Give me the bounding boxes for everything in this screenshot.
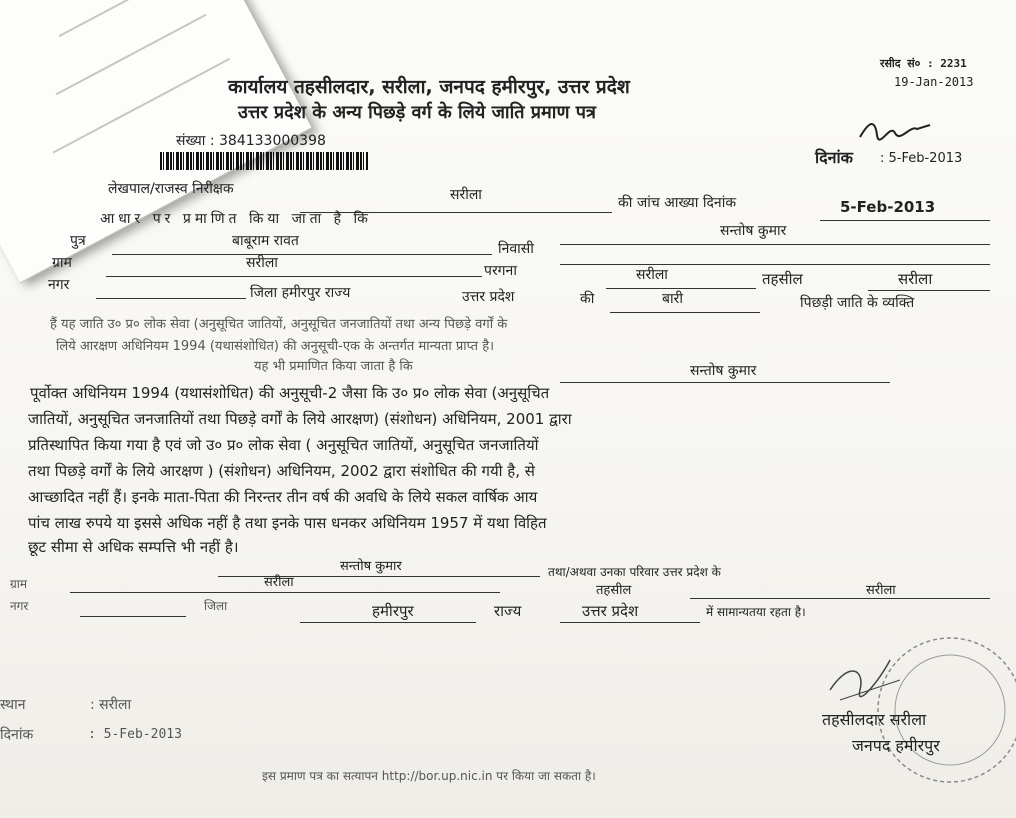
tehsil-value: सरीला bbox=[898, 270, 933, 288]
issue-date-label: दिनांक bbox=[815, 148, 853, 167]
body-line-4: तथा पिछड़े वर्गों के लिये आरक्षण ) (संशोधन) अधिनियम, 2002 द्वारा संशोधित की गयी है, से bbox=[28, 462, 535, 480]
resident-label: निवासी bbox=[498, 241, 534, 257]
inspector-place: सरीला bbox=[450, 187, 482, 203]
report-label: की जांच आख्या दिनांक bbox=[618, 195, 737, 211]
schedule-line-2: लिये आरक्षण अधिनियम 1994 (यथासंशोधित) की अनुसूची-एक के अन्तर्गत मान्यता प्राप्त है। bbox=[56, 339, 495, 354]
certificate-title: उत्तर प्रदेश के अन्य पिछड़े वर्ग के लिये जाति प्रमाण पत्र bbox=[238, 102, 596, 123]
state-value: उत्तर प्रदेश bbox=[462, 289, 515, 305]
city-label: नगर bbox=[48, 277, 70, 293]
issue-date: : 5-Feb-2013 bbox=[880, 151, 963, 166]
schedule-line-1: हैं यह जाति उ० प्र० लोक सेवा (अनुसूचित जातियों, अनुसूचित जनजातियों तथा अन्य पिछड़े वर्गों के bbox=[50, 317, 508, 332]
officer-title: तहसीलदार सरीला bbox=[822, 710, 927, 729]
caste-value: बारी bbox=[662, 291, 683, 307]
resides-text: में सामान्यतया रहता है। bbox=[706, 605, 806, 619]
receipt-date: 19-Jan-2013 bbox=[894, 75, 974, 89]
body-line-6: पांच लाख रुपये या इससे अधिक नहीं है तथा इनके पास धनकर अधिनियम 1957 में यथा विहित bbox=[28, 514, 547, 532]
serial-number: संख्या : 384133000398 bbox=[176, 133, 326, 149]
village-value: सरीला bbox=[246, 255, 278, 271]
residence-state: उत्तर प्रदेश bbox=[582, 602, 639, 620]
applicant-name: सन्तोष कुमार bbox=[720, 223, 787, 239]
office-heading: कार्यालय तहसीलदार, सरीला, जनपद हमीरपुर, उत्तर प्रदेश bbox=[228, 76, 630, 98]
residence-tehsil: सरीला bbox=[866, 583, 896, 598]
inspector-label: लेखपाल/राजस्व निरीक्षक bbox=[108, 181, 234, 197]
residence-city-label: नगर bbox=[10, 599, 29, 613]
tehsil-label: तहसील bbox=[762, 270, 803, 288]
report-date: 5-Feb-2013 bbox=[840, 198, 936, 216]
verification-note: इस प्रमाण पत्र का सत्यापन http://bor.up.nic.in पर किया जा सकता है। bbox=[262, 769, 596, 783]
residence-state-label: राज्य bbox=[494, 602, 522, 620]
resident-name: सन्तोष कुमार bbox=[340, 559, 402, 574]
receipt-number: रसीद सं० : 2231 bbox=[880, 57, 967, 70]
footer-date-label: दिनांक bbox=[0, 727, 34, 743]
ki-text: की bbox=[580, 291, 595, 307]
signature-mark bbox=[855, 115, 935, 145]
body-line-1: पूर्वोक्त अधिनियम 1994 (यथासंशोधित) की अनुसूची-2 जैसा कि उ० प्र० लोक सेवा (अनुसूचित bbox=[30, 384, 550, 402]
basis-text: आधार पर प्रमाणित किया जाता है कि bbox=[100, 211, 372, 227]
father-name: बाबूराम रावत bbox=[232, 233, 299, 249]
officer-district: जनपद हमीरपुर bbox=[852, 736, 940, 755]
applicant-name-2: सन्तोष कुमार bbox=[690, 363, 757, 379]
residence-tehsil-label: तहसील bbox=[596, 583, 632, 598]
body-line-5: आच्छादित नहीं हैं। इनके माता-पिता की निरन्तर तीन वर्ष की अवधि के लिये सकल वार्षिक आय bbox=[28, 488, 538, 506]
pargana-value: सरीला bbox=[636, 267, 668, 283]
body-line-7: छूट सीमा से अधिक सम्पत्ति भी नहीं है। bbox=[28, 538, 239, 556]
family-text: तथा/अथवा उनका परिवार उत्तर प्रदेश के bbox=[548, 565, 721, 579]
residence-village-label: ग्राम bbox=[10, 577, 28, 591]
body-line-3: प्रतिस्थापित किया गया है एवं जो उ० प्र० लोक सेवा ( अनुसूचित जातियों, अनुसूचित जनजातियों bbox=[28, 436, 539, 454]
caste-suffix: पिछड़ी जाति के व्यक्ति bbox=[800, 295, 915, 311]
residence-village: सरीला bbox=[264, 575, 294, 590]
residence-district-label: जिला bbox=[204, 599, 228, 613]
barcode bbox=[160, 152, 368, 170]
residence-district: हमीरपुर bbox=[372, 602, 414, 620]
son-of-label: पुत्र bbox=[70, 233, 86, 249]
place-value: : सरीला bbox=[90, 697, 132, 713]
footer-date: : 5-Feb-2013 bbox=[88, 727, 182, 742]
district-state-text: जिला हमीरपुर राज्य bbox=[250, 285, 351, 301]
place-label: स्थान bbox=[0, 697, 26, 713]
village-label: ग्राम bbox=[52, 255, 72, 271]
also-certified-text: यह भी प्रमाणित किया जाता है कि bbox=[254, 359, 413, 374]
body-line-2: जातियों, अनुसूचित जनजातियों तथा पिछड़े वर्गों के लिये आरक्षण) (संशोधन) अधिनियम, 2001 द्वारा bbox=[28, 410, 572, 428]
pargana-label: परगना bbox=[484, 263, 517, 279]
